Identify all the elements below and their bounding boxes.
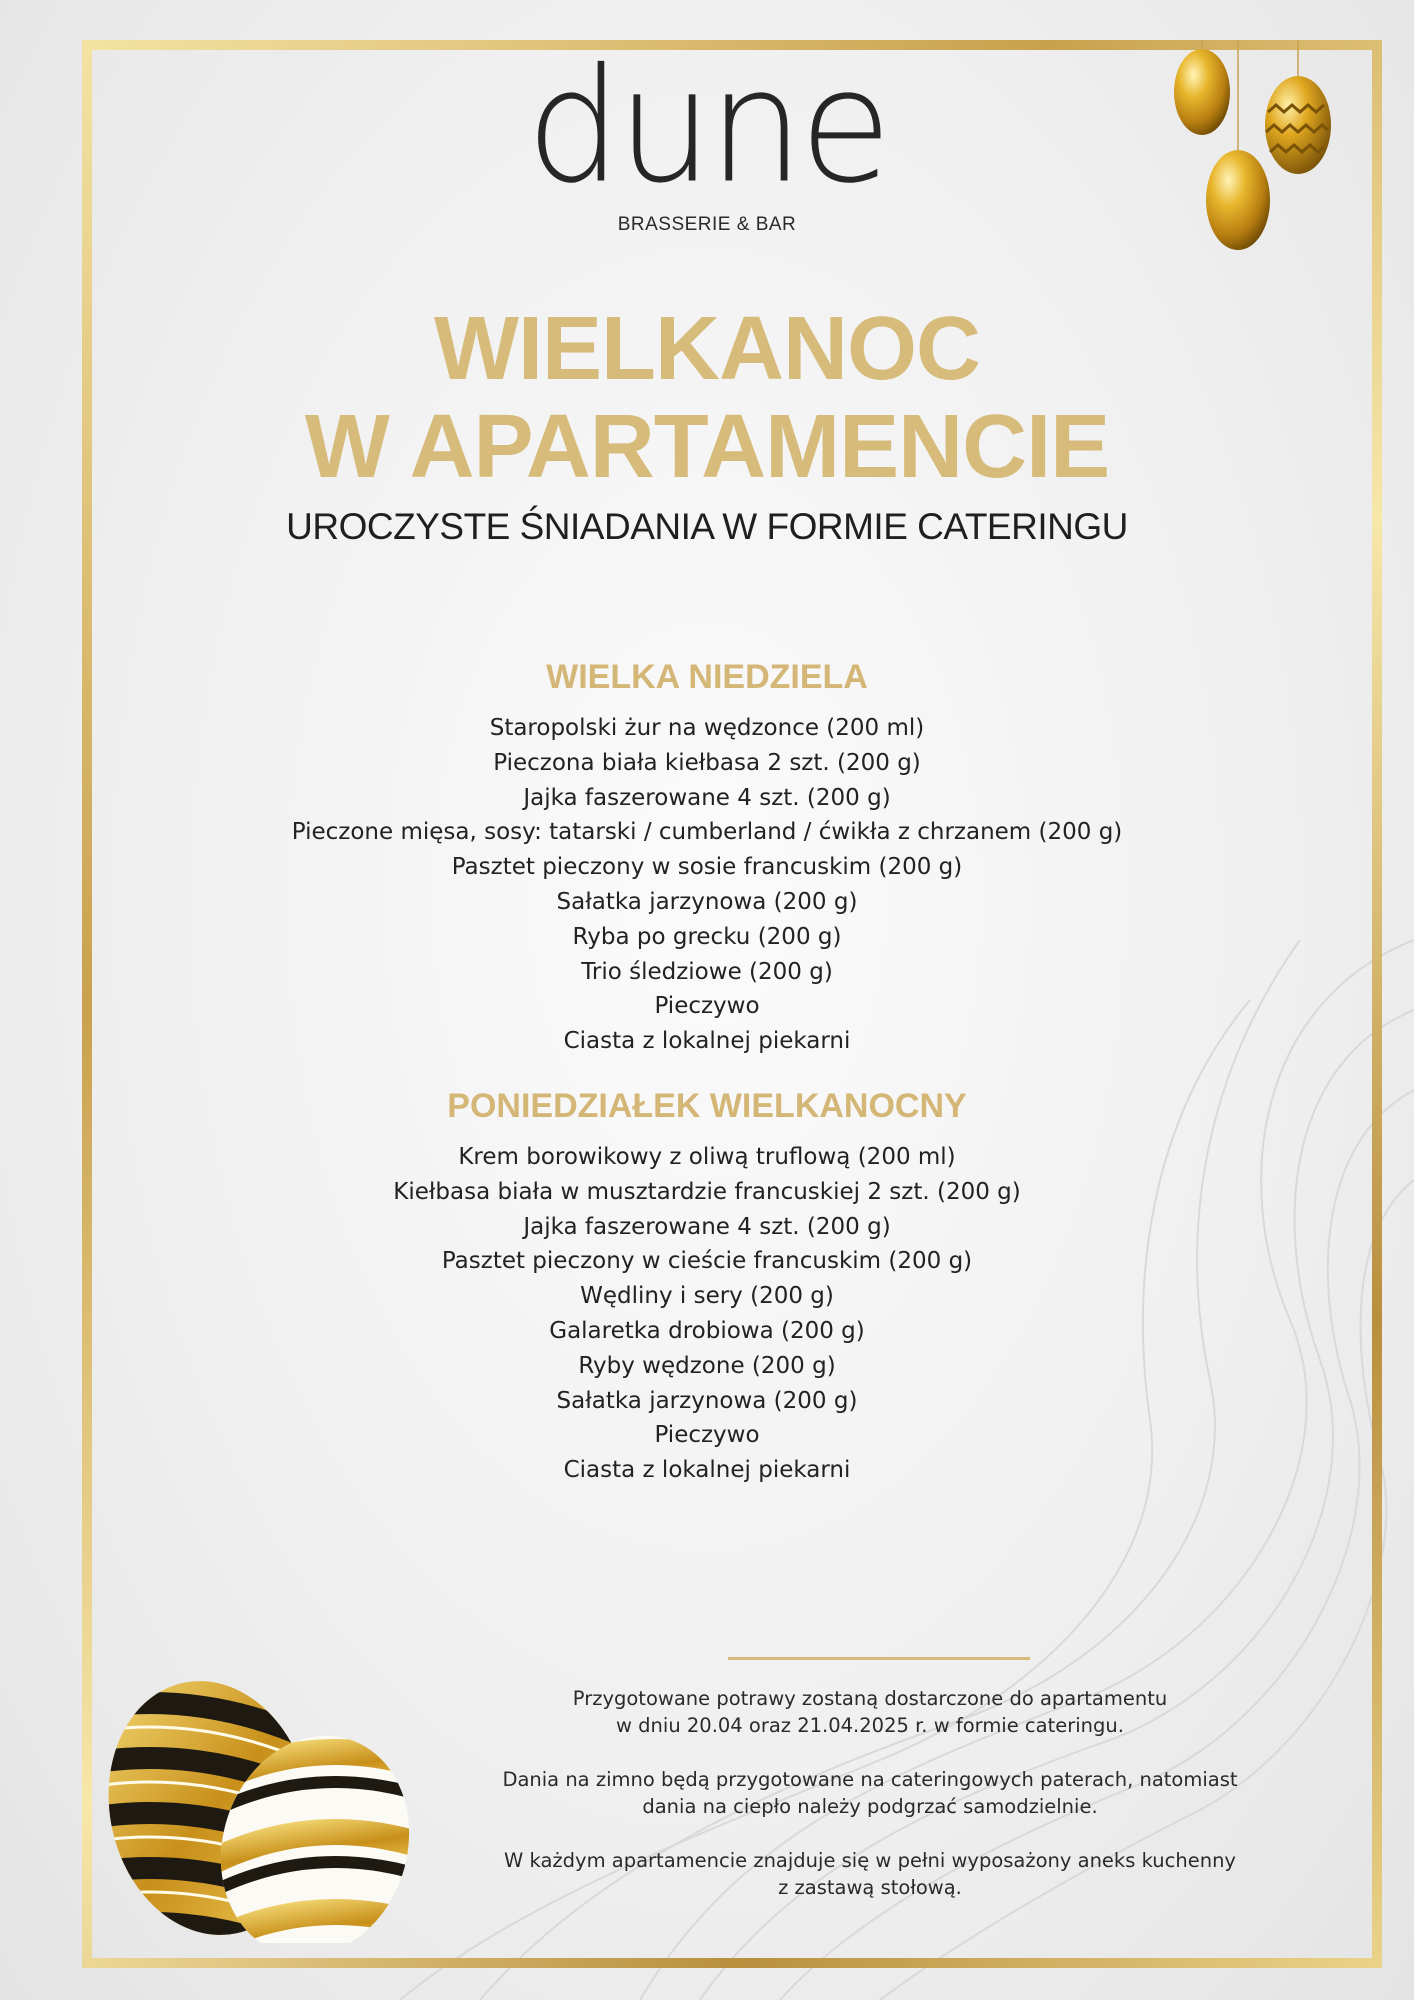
kitchen-note <box>430 1847 1310 1901</box>
menu-item: Galaretka drobiowa (200 g) <box>549 1317 865 1344</box>
menu-item: Pasztet pieczony w sosie francuskim (200 g) <box>451 854 963 881</box>
menu-list-monday <box>0 1140 1414 1488</box>
kitchen-line-2: z zastawą stołową. <box>778 1876 962 1899</box>
footer-notes <box>430 1685 1310 1928</box>
menu-item: Ryba po grecku (200 g) <box>572 923 842 950</box>
hanging-easter-eggs-icon <box>1160 40 1350 260</box>
menu-item: Sałatka jarzynowa (200 g) <box>556 888 858 915</box>
gold-divider <box>728 1657 1030 1660</box>
striped-easter-eggs-icon <box>100 1668 410 1943</box>
menu-item: Pasztet pieczony w cieście francuskim (200 g) <box>441 1248 973 1275</box>
kitchen-line-1: W każdym apartamencie znajduje się w pełni wyposażony aneks kuchenny <box>504 1849 1236 1872</box>
section-heading-monday: PONIEDZIAŁEK WIELKANOCNY <box>447 1087 967 1125</box>
serving-line-2: dania na ciepło należy podgrzać samodzielnie. <box>642 1795 1098 1818</box>
menu-item: Sałatka jarzynowa (200 g) <box>556 1387 858 1414</box>
title-line-1: WIELKANOC <box>434 299 980 399</box>
menu-list-sunday <box>0 711 1414 1059</box>
delivery-note <box>430 1685 1310 1739</box>
menu-item: Ciasta z lokalnej piekarni <box>563 1028 851 1055</box>
serving-note <box>430 1766 1310 1820</box>
menu-item: Staropolski żur na wędzonce (200 ml) <box>489 715 925 741</box>
menu-item: Trio śledziowe (200 g) <box>581 958 833 985</box>
menu-item: Ryby wędzone (200 g) <box>578 1352 836 1379</box>
menu-item: Kiełbasa biała w musztardzie francuskiej 2 szt. (200 g) <box>393 1178 1021 1205</box>
menu-item: Krem borowikowy z oliwą truflową (200 ml) <box>458 1144 956 1170</box>
menu-item: Pieczona biała kiełbasa 2 szt. (200 g) <box>493 749 921 776</box>
delivery-line-1: Przygotowane potrawy zostaną dostarczone do apartamentu <box>572 1687 1168 1710</box>
menu-item: Pieczywo <box>654 1422 760 1449</box>
brand-tagline: BRASSERIE & BAR <box>617 214 797 235</box>
subtitle: UROCZYSTE ŚNIADANIA W FORMIE CATERINGU <box>286 506 1128 547</box>
section-heading-sunday: WIELKA NIEDZIELA <box>546 658 868 696</box>
menu-item: Pieczone mięsa, sosy: tatarski / cumberland / ćwikła z chrzanem (200 g) <box>291 819 1123 846</box>
menu-item: Pieczywo <box>654 993 760 1020</box>
title-line-2: W APARTAMENCIE <box>304 397 1110 497</box>
menu-item: Ciasta z lokalnej piekarni <box>563 1457 851 1484</box>
menu-item: Wędliny i sery (200 g) <box>580 1283 834 1310</box>
main-title <box>0 300 1414 496</box>
serving-line-1: Dania na zimno będą przygotowane na cateringowych paterach, natomiast <box>502 1768 1238 1791</box>
delivery-line-2: w dniu 20.04 oraz 21.04.2025 r. w formie cateringu. <box>616 1714 1124 1737</box>
menu-item: Jajka faszerowane 4 szt. (200 g) <box>523 1213 891 1240</box>
menu-item: Jajka faszerowane 4 szt. (200 g) <box>523 784 891 811</box>
brand-logo: dune <box>526 35 888 219</box>
